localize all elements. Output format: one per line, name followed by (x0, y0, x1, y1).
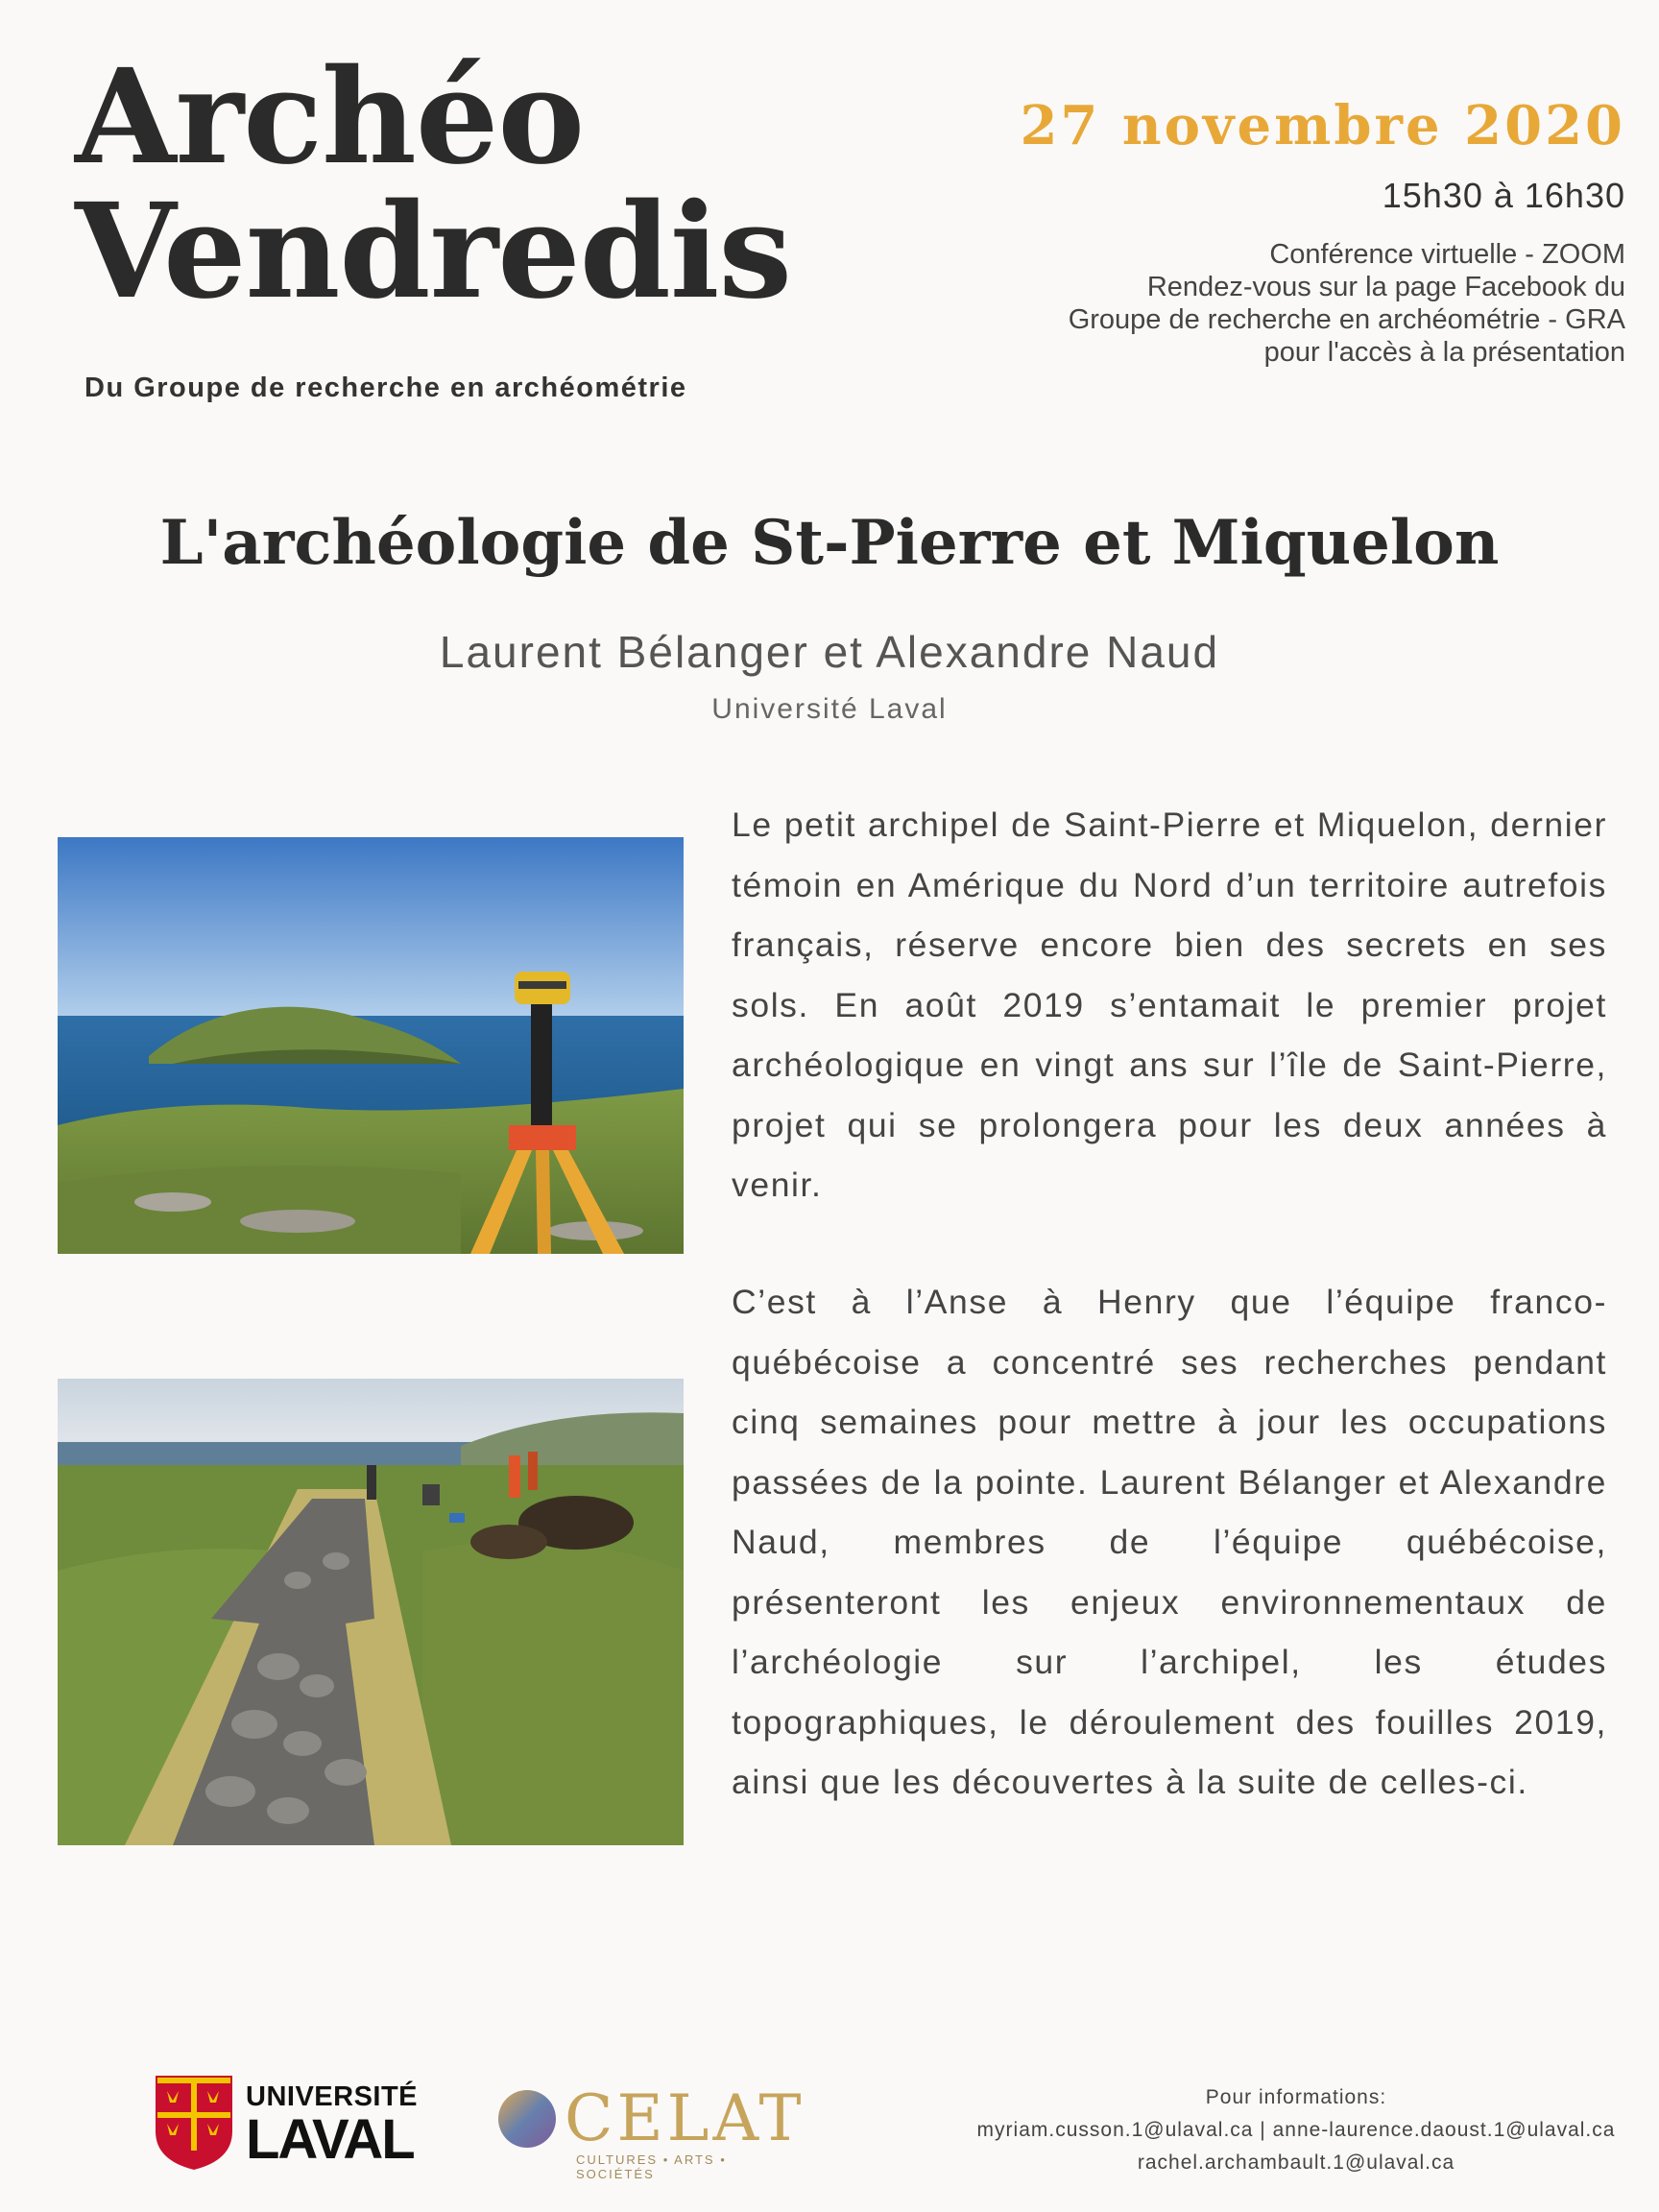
photo-excavation (58, 1379, 684, 1845)
photo-island-gps (58, 837, 684, 1254)
event-time: 15h30 à 16h30 (1382, 176, 1625, 215)
contact-info (912, 2081, 1659, 2179)
contact-line: rachel.archambault.1@ulaval.ca (1137, 2152, 1455, 2174)
affiliation: Université Laval (711, 693, 948, 725)
access-line: Rendez-vous sur la page Facebook du (1146, 272, 1625, 302)
series-title-line1: Archéo (75, 40, 585, 194)
contact-line: myriam.cusson.1@ulaval.ca | anne-laurence.daoust.1@ulaval.ca (976, 2119, 1616, 2141)
series-title-line2: Vendredis (75, 175, 792, 328)
series-title (75, 40, 792, 328)
celat-tagline: CULTURES • ARTS • SOCIÉTÉS (576, 2152, 727, 2181)
access-line: pour l'accès à la présentation (1263, 337, 1625, 368)
celat-logo (490, 2081, 805, 2181)
celat-wordmark: CELAT (565, 2081, 805, 2155)
contact-label: Pour informations: (1205, 2086, 1387, 2108)
event-date: 27 novembre 2020 (1020, 94, 1625, 157)
paragraph-details: C’est à l’Anse à Henry que l’équipe franco-québécoise a concentré ses recherches pendant cinq semaines pour mettre à jour les occupations passées de la pointe. Laurent Bélanger et Alexandre Naud, membres de l’équipe québécoise, présenteront les enjeux environnementaux de l’archéologie sur l’archipel, les études topographiques, le déroulement des fouilles 2019, ainsi que les découvertes à la suite de celles-ci. (732, 1283, 1607, 1801)
access-line: Conférence virtuelle - ZOOM (1269, 239, 1625, 270)
series-subtitle: Du Groupe de recherche en archéométrie (84, 373, 687, 403)
access-line: Groupe de recherche en archéométrie - GRA (1068, 304, 1625, 335)
ulaval-logo-top: UNIVERSITÉ (246, 2081, 419, 2112)
access-info (1069, 238, 1625, 369)
ulaval-logo-bottom: LAVAL (246, 2108, 414, 2171)
ulaval-logo (154, 2074, 419, 2179)
ulaval-crest-icon (154, 2074, 234, 2172)
talk-title: L'archéologie de St-Pierre et Miquelon (159, 507, 1500, 579)
paragraph-intro: Le petit archipel de Saint-Pierre et Miquelon, dernier témoin en Amérique du Nord d’un territoire autrefois français, réserve encore bien des secrets en ses sols. En août 2019 s’entamait le premier projet archéologique en vingt ans sur l’île de Saint-Pierre, projet qui se prolongera pour les deux années à venir. (732, 805, 1607, 1204)
celat-logo-icon (493, 2085, 561, 2152)
speakers: Laurent Bélanger et Alexandre Naud (439, 627, 1220, 677)
